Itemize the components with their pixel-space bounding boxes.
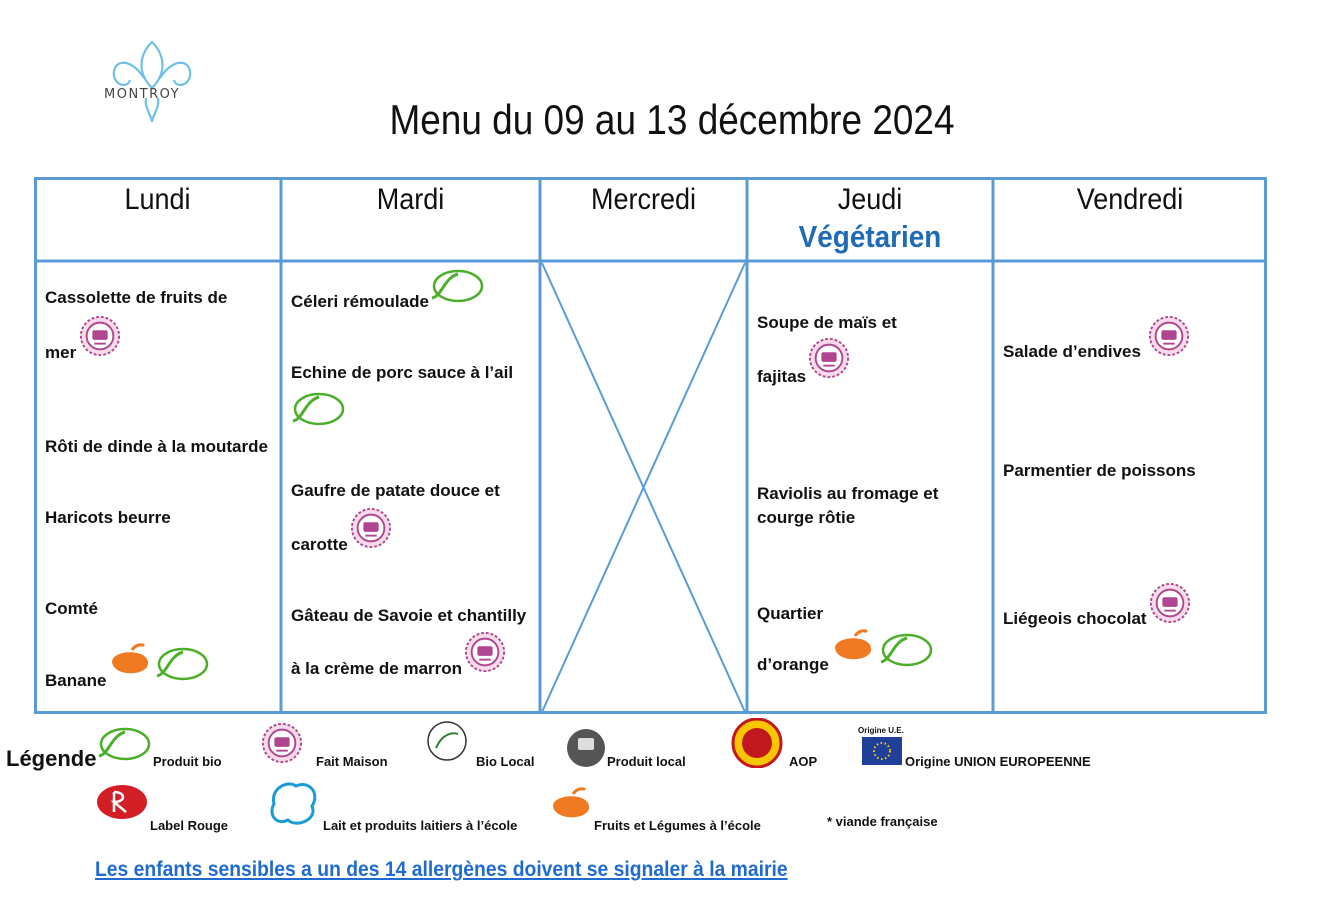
menu-item: Comté [45,599,98,618]
produit-local-icon [566,728,606,768]
legend-label: Produit bio [153,754,222,769]
fait-maison-icon [1148,315,1190,357]
menu-item: à la crème de marron [291,659,463,678]
bio-icon [95,726,151,762]
fait-maison-icon [1149,582,1191,624]
menu-item: Banane [45,671,107,690]
fruits-legumes-ecole-icon [547,786,595,826]
lait-ecole-icon [266,778,322,830]
aop-icon [728,718,786,768]
menu-item: Echine de porc sauce à l’ail [291,363,514,382]
legend-label: Fait Maison [316,754,388,769]
menu-item: Céleri rémoulade [291,292,429,311]
legend-label: Origine UNION EUROPEENNE [905,754,1091,769]
day-header-mardi: Mardi [376,183,445,216]
menu-item: Quartier [757,604,824,623]
allergen-notice-link[interactable]: Les enfants sensibles a un des 14 allergènes doivent se signaler à la mairie [95,858,788,881]
menu-item: Liégeois chocolat [1003,609,1147,628]
day-header-jeudi: Jeudi [837,183,903,216]
day-header-vendredi: Vendredi [1076,183,1184,216]
menu-item: Cassolette de fruits de [45,288,228,307]
menu-item: fajitas [757,367,807,386]
page-title: Menu du 09 au 13 décembre 2024 [389,96,955,143]
legend-label: Label Rouge [150,818,229,833]
fait-maison-icon [79,315,121,357]
fait-maison-icon [464,631,506,673]
day-header-lundi: Lundi [124,183,191,216]
menu-item: Raviolis au fromage et [757,484,939,503]
menu-item: mer [45,343,77,362]
eu-caption: Origine U.E. [858,726,904,735]
menu-item: d’orange [757,655,829,674]
bio-icon [289,391,345,427]
bio-local-icon [426,720,468,762]
fait-maison-icon [808,337,850,379]
menu-item: Rôti de dinde à la moutarde [45,437,268,456]
fait-maison-icon [350,507,392,549]
menu-item: Parmentier de poissons [1003,461,1196,480]
legend-label: Bio Local [476,754,535,769]
menu-item: Gâteau de Savoie et chantilly [291,606,527,625]
eu-flag-icon [862,737,902,765]
menu-item: courge rôtie [757,508,856,527]
menu-item: Soupe de maïs et [757,313,897,332]
legend-label: Lait et produits laitiers à l’école [323,818,518,833]
bio-icon [153,646,209,682]
day-subtitle-vegetarien: Végétarien [798,219,942,254]
menu-item: Gaufre de patate douce et [291,481,500,500]
legend-label: Produit local [607,754,686,769]
fruits-legumes-ecole-icon [106,642,154,682]
legend-label: AOP [789,754,818,769]
menu-item: carotte [291,535,348,554]
legend-label: Fruits et Légumes à l’école [594,818,761,833]
menu-item: Salade d’endives [1003,342,1141,361]
bio-icon [428,268,484,304]
legend-title: Légende [6,746,97,771]
bio-icon [877,632,933,668]
menu-item: Haricots beurre [45,508,171,527]
logo-text: MONTROY [104,87,181,102]
legend-label: * viande française [827,814,938,829]
label-rouge-icon [96,784,148,820]
fruits-legumes-ecole-icon [829,628,877,668]
day-header-mercredi: Mercredi [590,183,697,216]
fait-maison-icon [261,722,303,764]
